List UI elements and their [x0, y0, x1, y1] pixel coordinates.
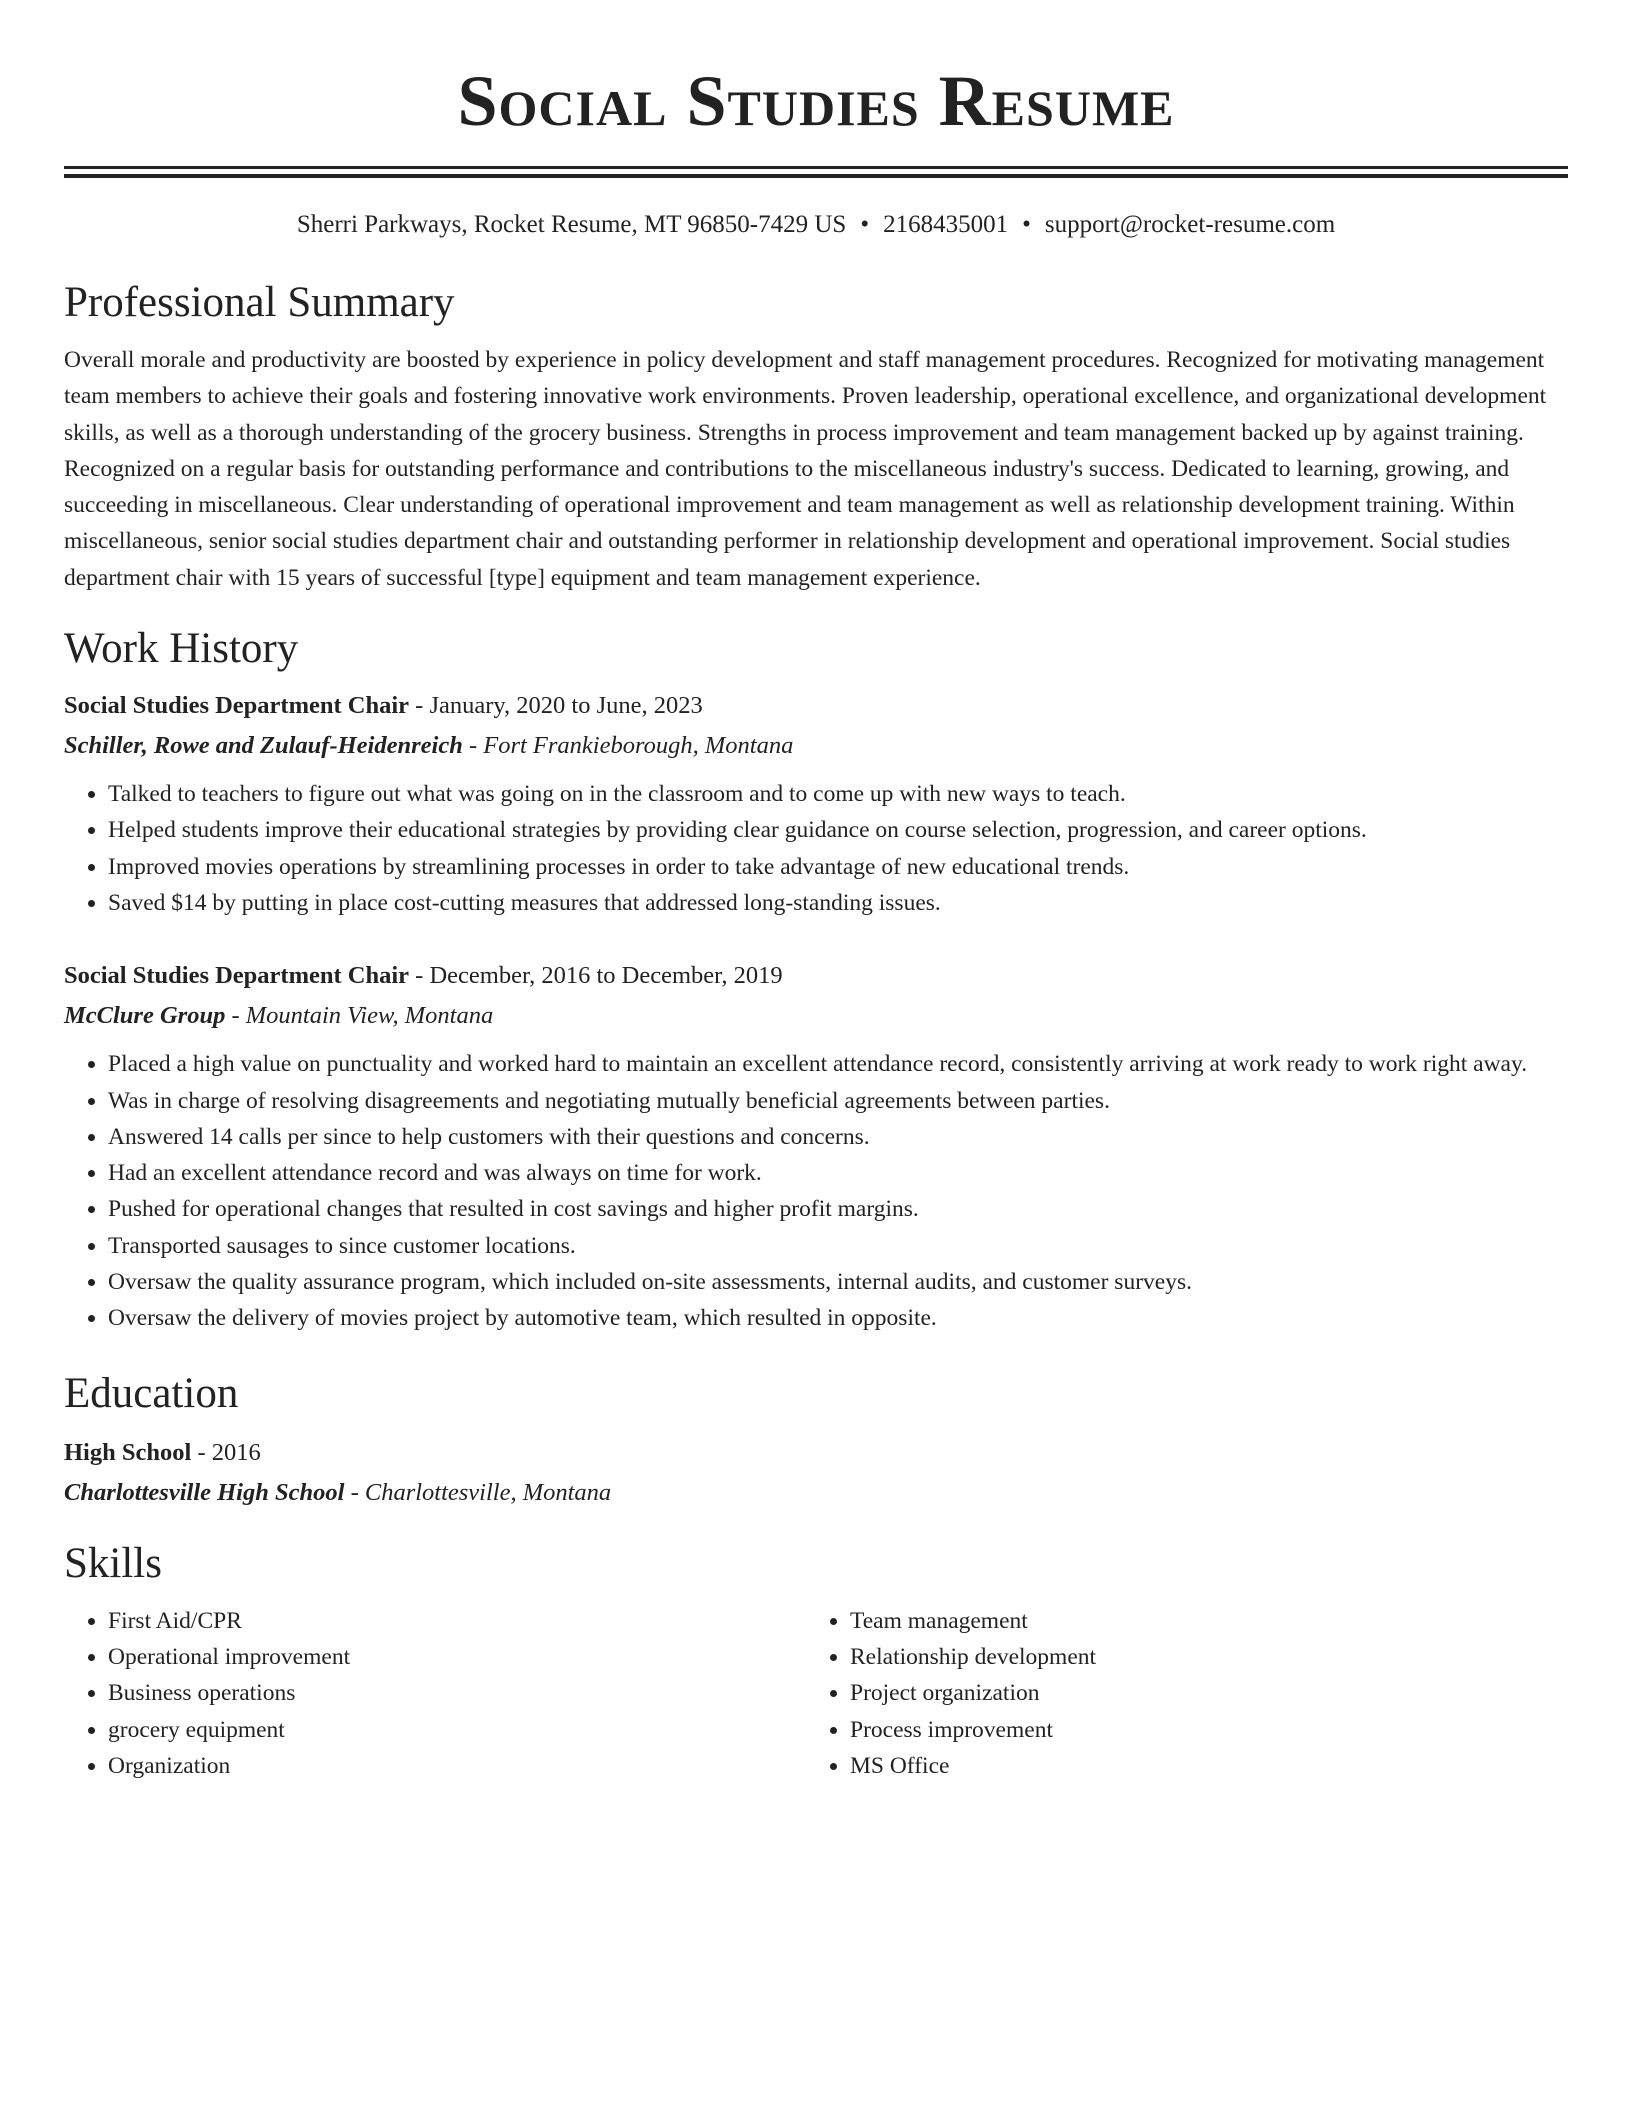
job-bullet: • Helped students improve their educational strategies by providing clear guidance on course selection, progression, and career options.: [108, 812, 1568, 848]
skill-item: • Team management: [850, 1603, 1548, 1639]
skills-columns: [64, 1603, 1568, 1784]
skill-item: • Business operations: [108, 1675, 806, 1711]
job-bullet: • Answered 14 calls per since to help customers with their questions and concerns.: [108, 1119, 1568, 1155]
skill-item: • Organization: [108, 1748, 806, 1784]
company-line: [64, 726, 1568, 766]
education-year: - 2016: [191, 1438, 261, 1466]
education-degree-line: [64, 1433, 1568, 1473]
job-bullets: [64, 1046, 1568, 1336]
job-dates: - January, 2020 to June, 2023: [409, 692, 703, 720]
title-rule-bottom: [64, 174, 1568, 178]
contact-separator: •: [1022, 211, 1031, 238]
job-bullet: • Oversaw the quality assurance program, which included on-site assessments, internal audits, and customer surveys.: [108, 1264, 1568, 1300]
skill-item: • grocery equipment: [108, 1712, 806, 1748]
work-history-heading: Work History: [64, 625, 299, 673]
skill-item: • Project organization: [850, 1675, 1548, 1711]
company-location: - Mountain View, Montana: [225, 1002, 494, 1030]
skill-item: • Relationship development: [850, 1639, 1548, 1675]
skills-list-right: [806, 1603, 1548, 1784]
contact-line: [64, 208, 1568, 242]
contact-separator: •: [860, 211, 870, 238]
job-bullet: • Pushed for operational changes that resulted in cost savings and higher profit margins.: [108, 1191, 1568, 1227]
job-bullet: • Saved $14 by putting in place cost-cutting measures that addressed long-standing issues.: [108, 885, 1568, 921]
title-rule-top: [64, 166, 1568, 169]
job-bullet: • Talked to teachers to figure out what was going on in the classroom and to come up with new ways to teach.: [108, 776, 1568, 812]
contact-email: support@rocket-resume.com: [1044, 211, 1336, 238]
job-title-line: [64, 686, 1568, 726]
skill-item: • MS Office: [850, 1748, 1548, 1784]
skill-item: • Operational improvement: [108, 1639, 806, 1675]
skill-item: • Process improvement: [850, 1712, 1548, 1748]
skill-item: • First Aid/CPR: [108, 1603, 806, 1639]
company-location: - Fort Frankieborough, Montana: [462, 732, 794, 760]
company-name: McClure Group: [64, 1002, 226, 1030]
contact-address: Sherri Parkways, Rocket Resume, MT 96850-7429 US: [296, 211, 847, 238]
skills-heading: Skills: [64, 1539, 162, 1587]
job-bullet: • Placed a high value on punctuality and worked hard to maintain an excellent attendance record, consistently arriving at work ready to work right away.: [108, 1046, 1568, 1082]
job-bullet: • Had an excellent attendance record and was always on time for work.: [108, 1155, 1568, 1191]
job-bullets: [64, 776, 1568, 921]
skills-column-right: [806, 1603, 1548, 1784]
education-school-line: [64, 1473, 1568, 1513]
job-bullet: • Was in charge of resolving disagreements and negotiating mutually beneficial agreements between parties.: [108, 1083, 1568, 1119]
resume-title: Social Studies Resume: [457, 61, 1175, 141]
summary-heading: Professional Summary: [64, 279, 455, 326]
skills-column-left: [64, 1603, 806, 1784]
education-heading: Education: [64, 1369, 239, 1417]
education-location: - Charlottesville, Montana: [344, 1478, 612, 1506]
education-school: Charlottesville High School: [64, 1478, 345, 1506]
job-title: Social Studies Department Chair: [64, 962, 410, 990]
job-entry: [64, 686, 1568, 921]
job-bullet: • Improved movies operations by streamlining processes in order to take advantage of new educational trends.: [108, 849, 1568, 885]
skills-list-left: [64, 1603, 806, 1784]
job-entry: [64, 956, 1568, 1336]
job-bullet: • Transported sausages to since customer locations.: [108, 1228, 1568, 1264]
summary-text: Overall morale and productivity are boosted by experience in policy development and staff management procedures. Recognized for motivating management team members to achieve their goals and fostering innovative work environments. Proven leadership, operational excellence, and organizational development skills, as well as a thorough understanding of the grocery business. Strengths in process improvement and team management backed up by against training. Recognized on a regular basis for outstanding performance and contributions to the miscellaneous industry's success. Dedicated to learning, growing, and succeeding in miscellaneous. Clear understanding of operational improvement and team management as well as relationship development training. Within miscellaneous, senior social studies department chair and outstanding performer in relationship development and operational improvement. Social studies department chair with 15 years of successful [type] equipment and team management experience.: [64, 347, 1547, 591]
job-dates: - December, 2016 to December, 2019: [409, 962, 783, 990]
contact-phone: 2168435001: [883, 211, 1009, 238]
job-title: Social Studies Department Chair: [64, 692, 410, 720]
education-degree: High School: [64, 1438, 192, 1466]
company-name: Schiller, Rowe and Zulauf-Heidenreich: [64, 732, 463, 760]
company-line: [64, 996, 1568, 1036]
job-title-line: [64, 956, 1568, 996]
job-bullet: • Oversaw the delivery of movies project by automotive team, which resulted in opposite.: [108, 1300, 1568, 1336]
